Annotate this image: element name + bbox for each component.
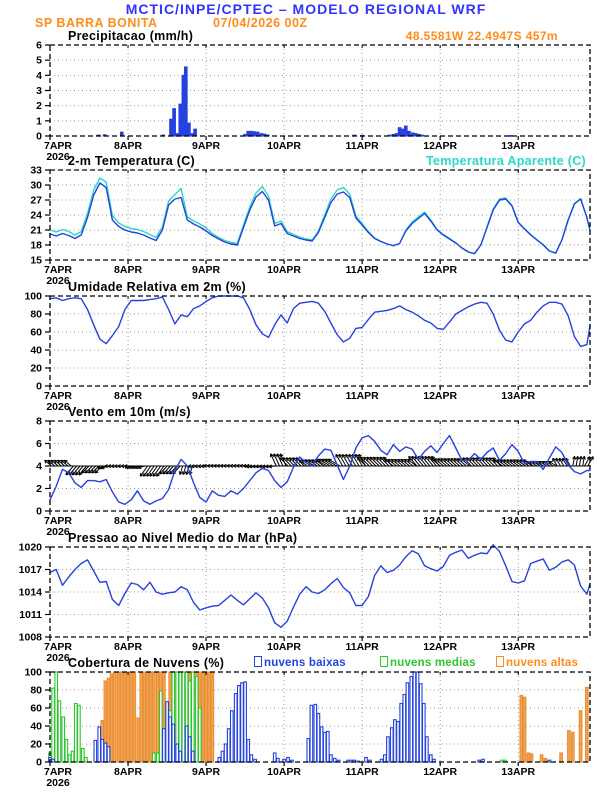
x-tick-label: 9APR	[192, 641, 221, 653]
axis-labels	[36, 40, 535, 164]
x-tick-label: 13APR	[501, 140, 536, 152]
y-tick-label: 0	[36, 756, 42, 769]
x-tick-label: 12APR	[423, 515, 458, 527]
axis-labels	[24, 291, 535, 414]
frame	[45, 170, 590, 264]
x-tick-label: 9APR	[192, 390, 221, 402]
x-tick-label: 7APR	[43, 390, 73, 402]
y-tick-label: 1020	[18, 541, 42, 554]
x-tick-label: 11APR	[345, 264, 379, 276]
y-tick-label: 2	[36, 100, 42, 113]
cloud-cover-title: Cobertura de Nuvens (%)	[68, 656, 225, 670]
x-tick-label: 9APR	[192, 515, 221, 527]
x-tick-label: 11APR	[345, 766, 379, 778]
precipitation-title: Precipitacao (mm/h)	[68, 29, 194, 43]
temperature-title: 2-m Temperatura (C)	[68, 154, 196, 168]
year-label: 2026	[46, 401, 70, 413]
wind-title: Vento em 10m (m/s)	[68, 405, 191, 419]
y-tick-label: 4	[36, 460, 42, 473]
y-tick-label: 0	[36, 380, 42, 393]
x-tick-label: 10APR	[267, 766, 302, 778]
year-label: 2026	[46, 151, 70, 163]
pressure-title: Pressao ao Nivel Medio do Mar (hPa)	[68, 531, 298, 545]
y-tick-label: 100	[24, 666, 42, 679]
station-coordinates: 48.5581W 22.4947S 457m	[405, 29, 558, 43]
x-tick-label: 10APR	[267, 140, 302, 152]
x-tick-label: 13APR	[501, 515, 536, 527]
humidity-series-0	[50, 296, 590, 346]
wind-data	[45, 436, 594, 505]
y-tick-label: 1	[36, 115, 42, 128]
humidity-data	[50, 296, 590, 346]
y-tick-label: 6	[36, 438, 42, 450]
temperature-series-1	[50, 178, 590, 254]
x-tick-label: 10APR	[267, 641, 302, 653]
y-tick-label: 0	[36, 130, 42, 143]
pressure-panel	[19, 542, 590, 665]
year-label: 2026	[46, 526, 70, 538]
x-tick-label: 8APR	[114, 140, 143, 152]
y-tick-label: 100	[24, 290, 42, 303]
x-tick-label: 11APR	[345, 140, 379, 152]
y-tick-label: 24	[30, 209, 42, 222]
year-label: 2026	[46, 777, 70, 789]
y-tick-label: 1017	[18, 564, 42, 576]
y-tick-label: 27	[30, 194, 42, 207]
legend-high-clouds-label: nuvens altas	[506, 657, 579, 669]
y-tick-label: 20	[30, 362, 42, 375]
y-tick-label: 21	[30, 224, 42, 237]
temperature-panel	[30, 165, 590, 288]
y-tick-label: 20	[30, 738, 42, 751]
grid	[50, 45, 590, 136]
year-label: 2026	[46, 652, 70, 664]
y-tick-label: 1008	[18, 631, 42, 644]
wind-series-0	[50, 436, 590, 505]
temperature-series-0	[50, 183, 590, 254]
legend-mid-clouds-label: nuvens medias	[390, 657, 476, 669]
x-tick-label: 9APR	[192, 140, 221, 152]
x-tick-label: 8APR	[114, 641, 143, 653]
y-tick-label: 80	[30, 684, 42, 697]
x-tick-label: 7APR	[43, 264, 73, 276]
y-tick-label: 15	[30, 254, 42, 267]
frame	[45, 45, 590, 140]
y-tick-label: 80	[30, 308, 42, 321]
wind-direction-arrows	[45, 454, 594, 477]
axis-labels	[19, 542, 536, 665]
y-tick-label: 18	[30, 239, 42, 252]
x-tick-label: 11APR	[345, 515, 379, 527]
x-tick-label: 7APR	[43, 766, 73, 778]
apparent-temperature-legend: Temperatura Aparente (C)	[425, 154, 586, 168]
humidity-title: Umidade Relativa em 2m (%)	[68, 280, 246, 294]
x-tick-label: 8APR	[114, 515, 143, 527]
y-tick-label: 5	[36, 54, 42, 67]
y-tick-label: 1011	[19, 609, 42, 621]
y-tick-label: 8	[36, 415, 42, 428]
y-tick-label: 33	[30, 164, 42, 177]
station-name: SP BARRA BONITA	[35, 16, 158, 30]
x-tick-label: 11APR	[345, 641, 379, 653]
x-tick-label: 10APR	[267, 390, 302, 402]
x-tick-label: 7APR	[43, 140, 73, 152]
x-tick-label: 13APR	[501, 766, 536, 778]
y-tick-label: 60	[30, 326, 42, 339]
x-tick-label: 13APR	[501, 641, 536, 653]
y-tick-label: 60	[30, 702, 42, 715]
x-tick-label: 9APR	[192, 264, 221, 276]
y-tick-label: 4	[36, 69, 42, 82]
x-tick-label: 12APR	[423, 140, 458, 152]
x-tick-label: 12APR	[423, 641, 458, 653]
x-tick-label: 8APR	[114, 766, 143, 778]
grid	[50, 170, 590, 260]
humidity-panel	[24, 291, 590, 414]
x-tick-label: 8APR	[114, 390, 143, 402]
x-tick-label: 7APR	[43, 515, 73, 527]
precipitation-data	[97, 67, 512, 136]
legend-low-clouds-label: nuvens baixas	[264, 657, 346, 669]
precipitation-panel	[36, 40, 590, 164]
frame	[45, 296, 590, 390]
year-label: 2026	[46, 275, 70, 287]
temperature-data	[50, 178, 590, 254]
axis-labels	[36, 416, 535, 539]
x-tick-label: 10APR	[267, 264, 302, 276]
x-tick-label: 12APR	[423, 766, 458, 778]
model-title: MCTIC/INPE/CPTEC – MODELO REGIONAL WRF	[125, 1, 487, 17]
y-tick-label: 6	[36, 39, 42, 52]
x-tick-label: 12APR	[423, 264, 458, 276]
y-tick-label: 0	[36, 505, 42, 518]
x-tick-label: 8APR	[114, 264, 143, 276]
x-tick-label: 12APR	[423, 390, 458, 402]
y-tick-label: 1014	[18, 586, 42, 599]
clouds-data	[49, 672, 588, 762]
x-tick-label: 9APR	[192, 766, 221, 778]
x-tick-label: 11APR	[345, 390, 379, 402]
precipitation-bars	[97, 67, 512, 136]
x-tick-label: 13APR	[501, 390, 536, 402]
clouds-panel	[24, 667, 590, 790]
y-tick-label: 40	[30, 720, 42, 733]
y-tick-label: 40	[30, 344, 42, 357]
wind-panel	[36, 416, 593, 539]
x-tick-label: 13APR	[501, 264, 536, 276]
x-tick-label: 10APR	[267, 515, 302, 527]
y-tick-label: 3	[36, 85, 42, 97]
run-datetime: 07/04/2026 00Z	[213, 16, 308, 30]
y-tick-label: 30	[30, 179, 42, 192]
y-tick-label: 2	[36, 483, 42, 495]
x-tick-label: 7APR	[43, 641, 73, 653]
